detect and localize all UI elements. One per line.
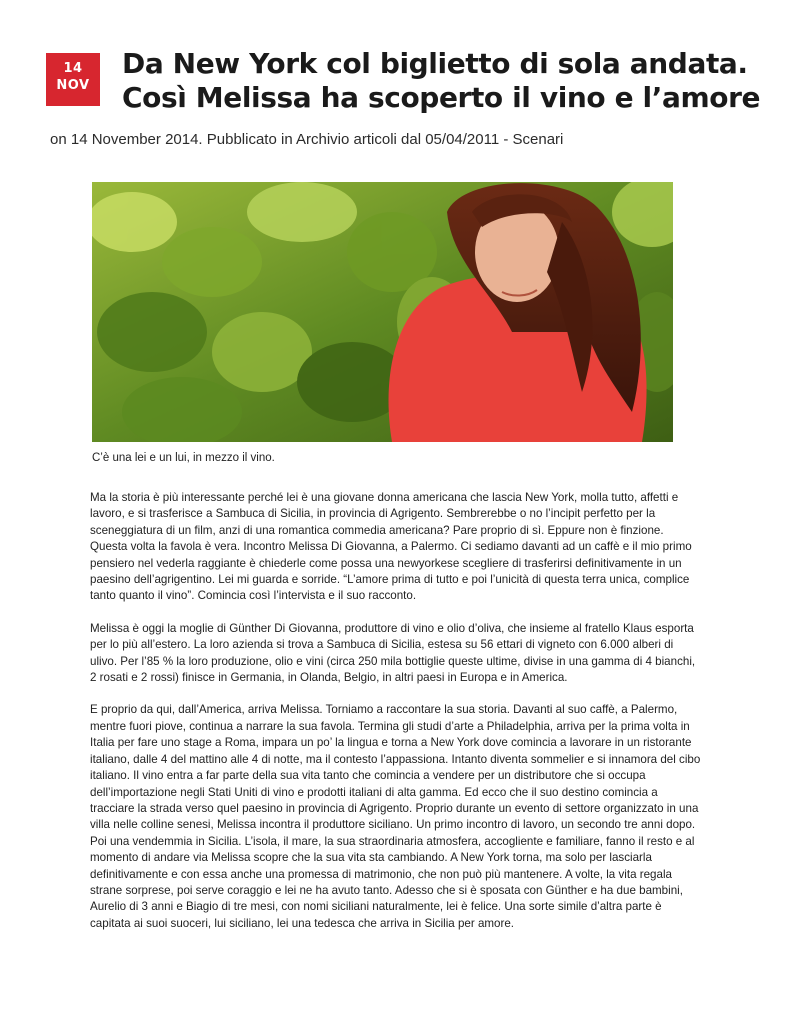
article-body <box>90 490 702 948</box>
article-photo <box>92 182 673 442</box>
vineyard-woman-illustration <box>92 182 673 442</box>
date-month: NOV <box>56 78 90 93</box>
title-line-2: Così Melissa ha scoperto il vino e l’amore <box>122 81 761 114</box>
title-line-1: Da New York col biglietto di sola andata. <box>122 47 748 80</box>
article-paragraph: E proprio da qui, dall’America, arriva Melissa. Torniamo a raccontare la sua storia. Davanti al suo caffè, a Palermo, mentre fuori piove, continua a narrare la sua favola. Termina gli studi d’arte a Philadelphia, arriva per la prima volta in Italia per fare uno stage a Roma, impara un po’ la lingua e torna a New York dove comincia a lavorare in un ristorante italiano, dalle 4 del mattino alle 4 di notte, ma il contesto l’appassiona. Intanto diventa sommelier e si innamora del cibo italiano. Il vino entra a far parte della sua vita tanto che comincia a vendere per un distributore che si occupa dell’importazione negli Stati Uniti di vino e prodotti italiani di alta gamma. Ed ecco che il suo destino comincia a tracciare la strada verso quel paesino in provincia di Agrigento. Proprio durante un evento di settore organizzato in una villa nelle colline senesi, Melissa incontra il produttore siciliano. Un primo incontro di lavoro, un secondo tre anni dopo. Poi una vendemmia in Sicilia. L’isola, il mare, la sua straordinaria atmosfera, accogliente e familiare, fanno il resto e al momento di andare via Melissa scopre che la sua vita sta cambiando. A New York torna, ma solo per lasciarla definitivamente e con essa anche una promessa di matrimonio, che non può più mantenere. A volte, la vita regala strane sorprese, poi serve coraggio e lei ne ha avuto tanto. Adesso che si è sposata con Günther e ha due bambini, Aurelio di 3 anni e Biagio di tre mesi, con nomi siciliani naturalmente, lei è felice. Una sorte simile d’altra parte è capitata ai suoi suoceri, lui siciliano, lei una tedesca che arriva in Sicilia per amore. <box>90 703 701 930</box>
article-title <box>122 47 772 115</box>
article-paragraph: Ma la storia è più interessante perché lei è una giovane donna americana che lascia New York, molla tutto, affetti e lavoro, e si trasferisce a Sambuca di Sicilia, in provincia di Agrigento. Sembrerebbe o no l’incipit perfetto per la sceneggiatura di un film, anzi di una romantica commedia americana? Pare proprio di sì. Eppure non è finzione. Questa volta la favola è vera. Incontro Melissa Di Giovanna, a Palermo. Ci sediamo davanti ad un caffè e il mio primo pensiero nel vederla raggiante è chiederle come possa una newyorkese scegliere di trasferirsi definitivamente in un paesino dell’agrigentino. Lei mi guarda e sorride. “L’amore prima di tutto e poi l’unicità di questa terra unica, complice tanto quanto il vino”. Comincia così l’intervista e il suo racconto. <box>90 491 692 603</box>
date-badge <box>46 53 100 106</box>
date-day: 14 <box>63 61 83 76</box>
article-paragraph: Melissa è oggi la moglie di Günther Di Giovanna, produttore di vino e olio d’oliva, che insieme al fratello Klaus esporta per lo più all’estero. La loro azienda si trova a Sambuca di Sicilia, estesa su 56 ettari di vigneto con 6.000 alberi di ulivo. Per l’85 % la loro produzione, olio e vini (circa 250 mila bottiglie queste ultime, divise in una gamma di 4 bianchi, 2 rosati e 2 rossi) finisce in Germania, in Olanda, Belgio, in altri paesi in Europa e in America. <box>90 621 696 685</box>
photo-caption: C’è una lei e un lui, in mezzo il vino. <box>92 452 275 464</box>
article-meta: on 14 November 2014. Pubblicato in Archivio articoli dal 05/04/2011 - Scenari <box>50 131 564 148</box>
